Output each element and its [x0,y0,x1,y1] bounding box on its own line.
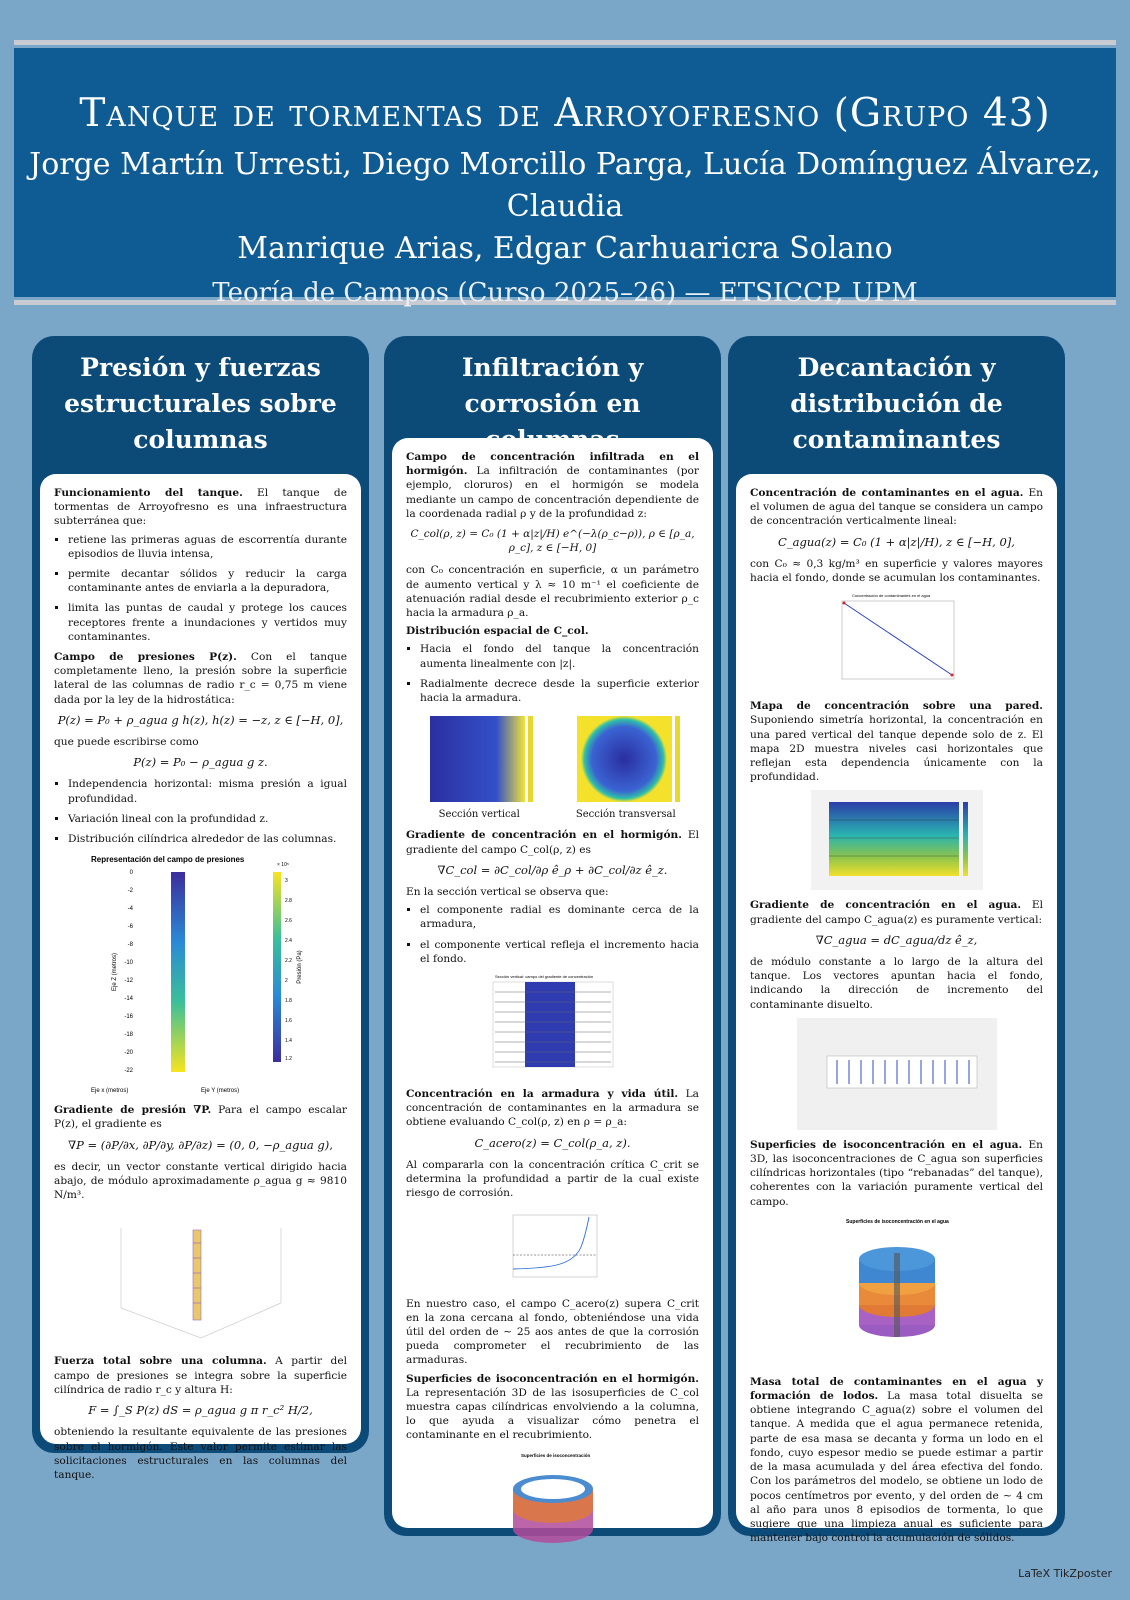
paragraph: obteniendo la resultante equivalente de las presiones sobre el hormigón. Este valor permite estimar las solicitaciones estructurales en las columnas del tanque. [54,1426,347,1481]
bullet-list [406,903,699,966]
paragraph [750,898,1043,926]
list-item: ▪ Radialmente decrece desde la superficie exterior hacia la armadura. [420,677,699,705]
figure-title: Superficies de isoconcentración [520,1452,590,1458]
paragraph-text: A partir del campo de presiones se integra sobre la superficie cilíndrica de radio r_c y altura H: [54,1355,347,1396]
colorbar-tick: 2.6 [284,918,292,925]
paragraph [406,828,699,856]
list-item: ▪ Independencia horizontal: misma presión a igual profundidad. [68,777,347,805]
paragraph-heading: Concentración en la armadura y vida útil. [406,1088,679,1101]
caption-vertical: Sección vertical [438,809,520,821]
paragraph: con C₀ ≈ 0,3 kg/m³ en superficie y valores mayores hacia el fondo, donde se acumulan los contaminantes. [750,557,1043,585]
z-tick: -8 [127,942,133,949]
z-tick: -12 [123,978,133,985]
paragraph [750,486,1043,529]
list-item: ▪ limita las puntas de caudal y protege los cauces receptores frente a inundaciones y vertidos muy contaminantes. [68,601,347,644]
pressure-gradient-figure [101,1208,301,1348]
colorbar-tick: 2.8 [284,898,292,905]
list-item: ▪ retiene las primeras aguas de escorrentía durante episodios de lluvia intensa, [68,533,347,561]
list-item: ▪ Variación lineal con la profundidad z. [68,812,347,826]
cross-section-figure [567,711,685,807]
paragraph-text: El tanque de tormentas de Arroyofresno es una infraestructura subterránea que: [54,487,347,528]
figure-captions [406,807,699,822]
list-item: ▪ Hacia el fondo del tanque la concentración aumenta linealmente con |z|. [420,642,699,670]
equation: ∇C_agua = dC_agua/dz ê_z, [815,932,978,947]
equation: F = ∫_S P(z) dS = ρ_agua g π r_c² H/2, [88,1403,313,1418]
paragraph-heading: Superficies de isoconcentración en el agua. [750,1138,1023,1151]
equation: C_acero(z) = C_col(ρ_a, z). [474,1135,631,1150]
colorbar-tick: 3 [284,878,288,885]
colorbar-tick: 2.4 [284,938,292,945]
water-gradient-figure [797,1018,997,1130]
paragraph [406,624,699,638]
column-title: Infiltración y corrosión en [461,353,644,418]
paragraph: Al compararla con la concentración crítica C_crit se determina la profundidad a partir de la cual existe riesgo de corrosión. [406,1158,699,1200]
equation: ∇P = (∂P/∂x, ∂P/∂y, ∂P/∂z) = (0, 0, −ρ_agua g), [68,1137,333,1152]
paragraph: de módulo constante a lo largo de la altura del tanque. Los vectores apuntan hacia el fondo, indicando la dirección de incremento del contaminante disuelto. [750,956,1043,1011]
paragraph-heading: Concentración de contaminantes en el agua. [750,487,1024,499]
z-ticks [124,870,133,1074]
figure-title: Concentración de contaminantes en el agua [851,593,930,599]
footer-logo: LaTeX TikZposter [1018,1567,1112,1580]
paragraph [406,450,699,521]
paragraph-heading: Gradiente de concentración en el hormigón. [406,829,682,842]
paragraph-text: En el volumen de agua del tanque se considera un campo de concentración verticalmente lineal: [750,487,1044,528]
z-tick: -4 [127,906,133,913]
colorbar-tick: 1.8 [284,998,292,1005]
equation: C_col(ρ, z) = C₀ (1 + α|z|/H) e^(−λ(ρ_c−ρ)), ρ ∈ [ρ_a, ρ_c], z ∈ [−H, 0] [410,528,695,555]
equation: C_agua(z) = C₀ (1 + α|z|/H), z ∈ [−H, 0], [778,534,1015,549]
bullet-list [54,777,347,846]
authors-line-1: Jorge Martín Urresti, Diego Morcillo Parga, Lucía Domínguez Álvarez, Claudia [29,147,1101,224]
poster-affiliation: Teoría de Campos (Curso 2025–26) — ETSICCP, UPM [212,278,918,308]
paragraph-heading: Mapa de concentración sobre una pared. [750,700,1043,713]
paragraph-text: La concentración de contaminantes en la armadura se obtiene evaluando C_col(ρ, z) en ρ = ρ_a: [406,1088,699,1129]
paragraph [750,1138,1043,1209]
column-content [40,474,361,1481]
paragraph [406,1372,699,1443]
equation: P(z) = P₀ − ρ_agua g z. [133,755,268,770]
list-item: ▪ Distribución cilíndrica alrededor de las columnas. [68,832,347,846]
colorbar-tick: 1.2 [284,1056,292,1063]
paragraph-text: Para el campo escalar P(z), el gradiente es [54,1104,347,1131]
paragraph-text: Con el tanque completamente lleno, la presión sobre la superficie lateral de las columnas de radio r_c = 0,75 m viene dada por la ley de la hidrostática: [54,651,348,706]
colorbar-ticks [285,878,292,1062]
column-decantation [728,336,1065,1545]
list-item: ▪ el componente radial es dominante cerca de la armadura, [420,903,699,931]
paragraph-text: La infiltración de contaminantes (por ejemplo, cloruros) en el hormigón se modela mediante un campo de concentración dependiente de la coordenada radial ρ y de la profundidad z: [406,465,699,520]
pressure-field-figure [71,852,331,1097]
paragraph-text: El gradiente del campo C_col(ρ, z) es [406,829,699,856]
paragraph-heading: Distribución espacial de C_col. [406,625,589,638]
paragraph-heading: Masa total de contaminantes en el agua y formación de lodos. [750,1375,1043,1403]
poster-authors [14,144,1116,270]
paragraph-text: En 3D, las isoconcentraciones de C_agua son superficies cilíndricas horizontales (tipo “rebanadas” del tanque), coherentes con la variación puramente vertical del campo. [750,1138,1044,1208]
z-tick: -16 [123,1014,133,1021]
figure-title: Sección vertical: campo del gradiente de concentración [494,974,593,980]
caption-transversal: Sección transversal [575,809,676,821]
paragraph-text: La representación 3D de las isosuperficies de C_col muestra capas cilíndricas envolviendo a la columna, lo que ayuda a visualizar cómo penetra el contaminante en el recubrimiento. [406,1386,699,1442]
isosurface-concrete-figure [483,1449,623,1559]
figure-title: Superficies de isoconcentración en el agua [845,1218,949,1225]
colorbar-tick: 2.2 [284,958,292,965]
steel-concentration-figure [503,1207,603,1287]
wall-concentration-map [811,790,983,890]
paragraph-heading: Superficies de isoconcentración en el hormigón. [406,1372,699,1385]
vertical-section-figure [420,711,538,807]
column-title: Decantación y distribución de contaminantes [790,353,1003,454]
colorbar-tick: 2 [284,978,288,985]
z-tick: -18 [123,1032,133,1039]
equation: ∇C_col = ∂C_col/∂ρ ê_ρ + ∂C_col/∂z ê_z. [437,862,668,877]
z-tick: -2 [127,888,133,895]
paragraph [750,699,1043,784]
paragraph: con C₀ concentración en superficie, α un parámetro de aumento vertical y λ ≈ 10 m⁻¹ el coeficiente de atenuación radial desde el recubrimiento exterior ρ_c hacia la armadura ρ_a. [406,564,699,620]
section-figures [406,711,699,807]
bullet-list [406,642,699,705]
z-axis-label: Eje Z (metros) [111,953,118,992]
top-stripe [14,40,1116,45]
paragraph: que puede escribirse como [54,736,199,749]
column-content [736,474,1057,1545]
column-pressure [32,336,369,1481]
paragraph [750,1375,1043,1545]
paragraph-heading: Fuerza total sobre una columna. [54,1355,267,1368]
colorbar-label: Presión (Pa) [296,950,303,984]
paragraph-text: Suponiendo simetría horizontal, la concentración en una pared vertical del tanque depende solo de z. El mapa 2D muestra niveles casi horizontales que reflejan esta dependencia únicamente con la profundidad. [750,714,1043,784]
paragraph [54,650,347,707]
paragraph-heading: Funcionamiento del tanque. [54,487,243,499]
z-tick: -10 [123,960,133,967]
colorbar [273,872,281,1062]
colorbar-tick: 1.4 [284,1038,292,1045]
z-tick: -22 [123,1068,133,1075]
paragraph-heading: Campo de concentración infiltrada en el hormigón. [406,451,699,478]
z-tick: -20 [123,1050,133,1057]
paragraph [54,1354,347,1397]
paragraph: En la sección vertical se observa que: [406,886,609,899]
authors-line-2: Manrique Arias, Edgar Carhuaricra Solano [237,231,893,266]
list-item: ▪ permite decantar sólidos y reducir la carga contaminante antes de enviarla a la depuradora, [68,567,347,595]
gradient-vertical-figure [483,972,623,1077]
paragraph-text: El gradiente del campo C_agua(z) es puramente vertical: [750,899,1044,926]
equation: P(z) = P₀ + ρ_agua g h(z), h(z) = −z, z ∈ [−H, 0], [57,712,344,727]
column-content [392,438,713,1528]
bullet-list [54,533,347,644]
pressure-column [171,872,185,1072]
y-axis-label: Eje Y (metros) [200,1088,239,1095]
colorbar-tick: 1.6 [284,1018,292,1025]
z-tick: -14 [123,996,133,1003]
list-item: ▪ el componente vertical refleja el incremento hacia el fondo. [420,938,699,966]
paragraph: En nuestro caso, el campo C_acero(z) supera C_crit en la zona cercana al fondo, obteniéndose una vida útil del orden de ∼ 25 aos antes de que la corrosión pueda comprometer el recubrimiento de las armaduras. [406,1297,699,1367]
paragraph [406,1087,699,1130]
column-title: Presión y fuerzas estructurales sobre columnas [64,353,337,454]
paragraph-heading: Gradiente de presión ∇P. [54,1104,212,1117]
x-axis-label: Eje x (metros) [90,1088,128,1095]
poster-title: Tanque de tormentas de Arroyofresno (Grupo 43) [79,91,1051,136]
poster-header [14,48,1116,308]
paragraph-heading: Campo de presiones P(z). [54,651,237,664]
column-infiltration [384,336,721,1536]
colorbar-exponent: × 10⁵ [276,862,289,869]
paragraph-heading: Gradiente de concentración en el agua. [750,899,1022,912]
water-concentration-figure [832,591,962,691]
paragraph [54,486,347,529]
paragraph [54,1103,347,1131]
paragraph-text: La masa total disuelta se obtiene integrando C_agua(z) sobre el volumen del tanque. A medida que el agua permanece retenida, parte de esa masa se decanta y forma un lodo en el fondo, cuyo espesor medio se puede estimar a partir de la masa acumulada y del área efectiva del fondo. Con los parámetros del modelo, se obtiene un lodo de pocos centímetros por evento, y del orden de ∼ 4 cm al año para unos 8 episodios de tormenta, lo que sugiere que una limpieza anual es suficiente para mantener bajo control la acumulación de sólidos. [750,1390,1043,1545]
isosurface-water-figure [822,1215,972,1365]
z-tick: -6 [127,924,133,931]
figure-title: Representación del campo de presiones [90,855,244,865]
paragraph: es decir, un vector constante vertical dirigido hacia abajo, de módulo aproximadamente ρ_agua g ≈ 9810 N/m³. [54,1160,347,1202]
z-tick: 0 [129,870,133,877]
